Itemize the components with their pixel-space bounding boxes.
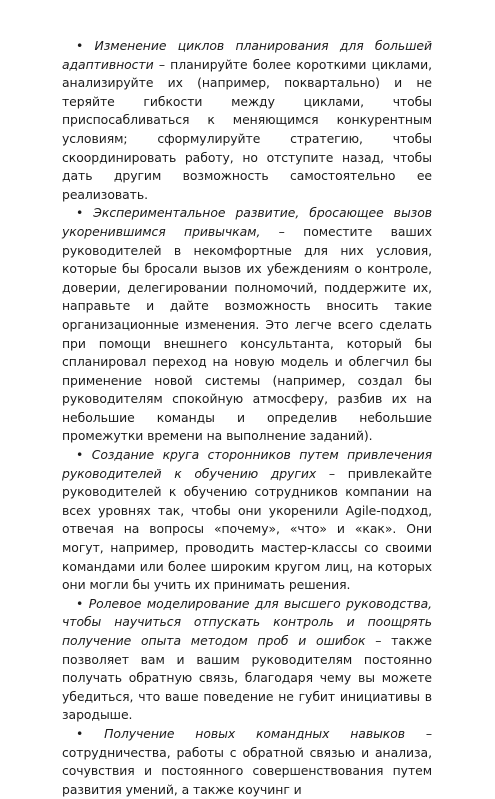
- list-item: [62, 37, 432, 204]
- bullet: •: [76, 205, 84, 221]
- bullet: •: [76, 447, 84, 463]
- list-item: [62, 204, 432, 446]
- bullet: •: [76, 595, 84, 611]
- item-lead-italic: Ролевое моделирование для высшего руководства, чтобы научиться отпускать контроль и поощрять получение опыта методом проб и ошибок: [62, 595, 433, 648]
- list-item: [62, 446, 432, 595]
- item-lead-italic: Создание круга сторонников путем привлечения руководителей к обучению других: [62, 447, 432, 481]
- body-text: [62, 37, 432, 799]
- item-lead-italic: Получение новых командных навыков: [104, 725, 406, 741]
- list-item: [62, 595, 432, 725]
- item-text: – планируйте более короткими циклами, анализируйте их (например, поквартально) и не теряйте гибкости между циклами, чтобы приспосабливаться к меняющимся конкурентным условиям; сформулируйте стратегию, чтобы скоординировать работу, но отступите назад, чтобы дать другим возможность самостоятельно ее реализовать.: [62, 56, 432, 202]
- item-text: – привлекайте руководителей к обучению сотрудников компании на всех уровнях так, чтобы они укоренили Agile-подход, отвечая на вопросы «почему», «что» и «как». Они могут, например, проводить мастер-классы со своими командами или более широким кругом лиц, на которых они могли бы учить их принимать решения.: [62, 465, 432, 593]
- bullet: •: [76, 725, 84, 741]
- list-item: [62, 725, 432, 799]
- item-text: – поместите ваших руководителей в некомфортные для них условия, которые бы бросали вызов их убеждениям о контроле, доверии, делегировании полномочий, поддержите их, направьте и дайте возможность вносить такие организационные изменения. Это легче всего сделать при помощи внешнего консультанта, который бы спланировал переход на новую модель и облегчил бы применение новой системы (например, создал бы руководителям спокойную атмосферу, разбив их на небольшие команды и определив небольшие промежутки времени на выполнение заданий).: [62, 223, 432, 444]
- item-lead-italic: Изменение циклов планирования для большей адаптивности: [62, 38, 432, 72]
- item-text: – сотрудничества, работы с обратной связью и анализа, сочувствия и постоянного совершенствования путем развития умений, а также коучинг и: [62, 725, 432, 797]
- item-lead-italic: Экспериментальное развитие, бросающее вызов укоренившимся привычкам,: [62, 205, 432, 239]
- item-text: – также позволяет вам и вашим руководителям постоянно получать обратную связь, благодаря чему вы можете убедиться, что ваше поведение не губит инициативы в зародыше.: [62, 633, 432, 723]
- bullet: •: [76, 38, 84, 53]
